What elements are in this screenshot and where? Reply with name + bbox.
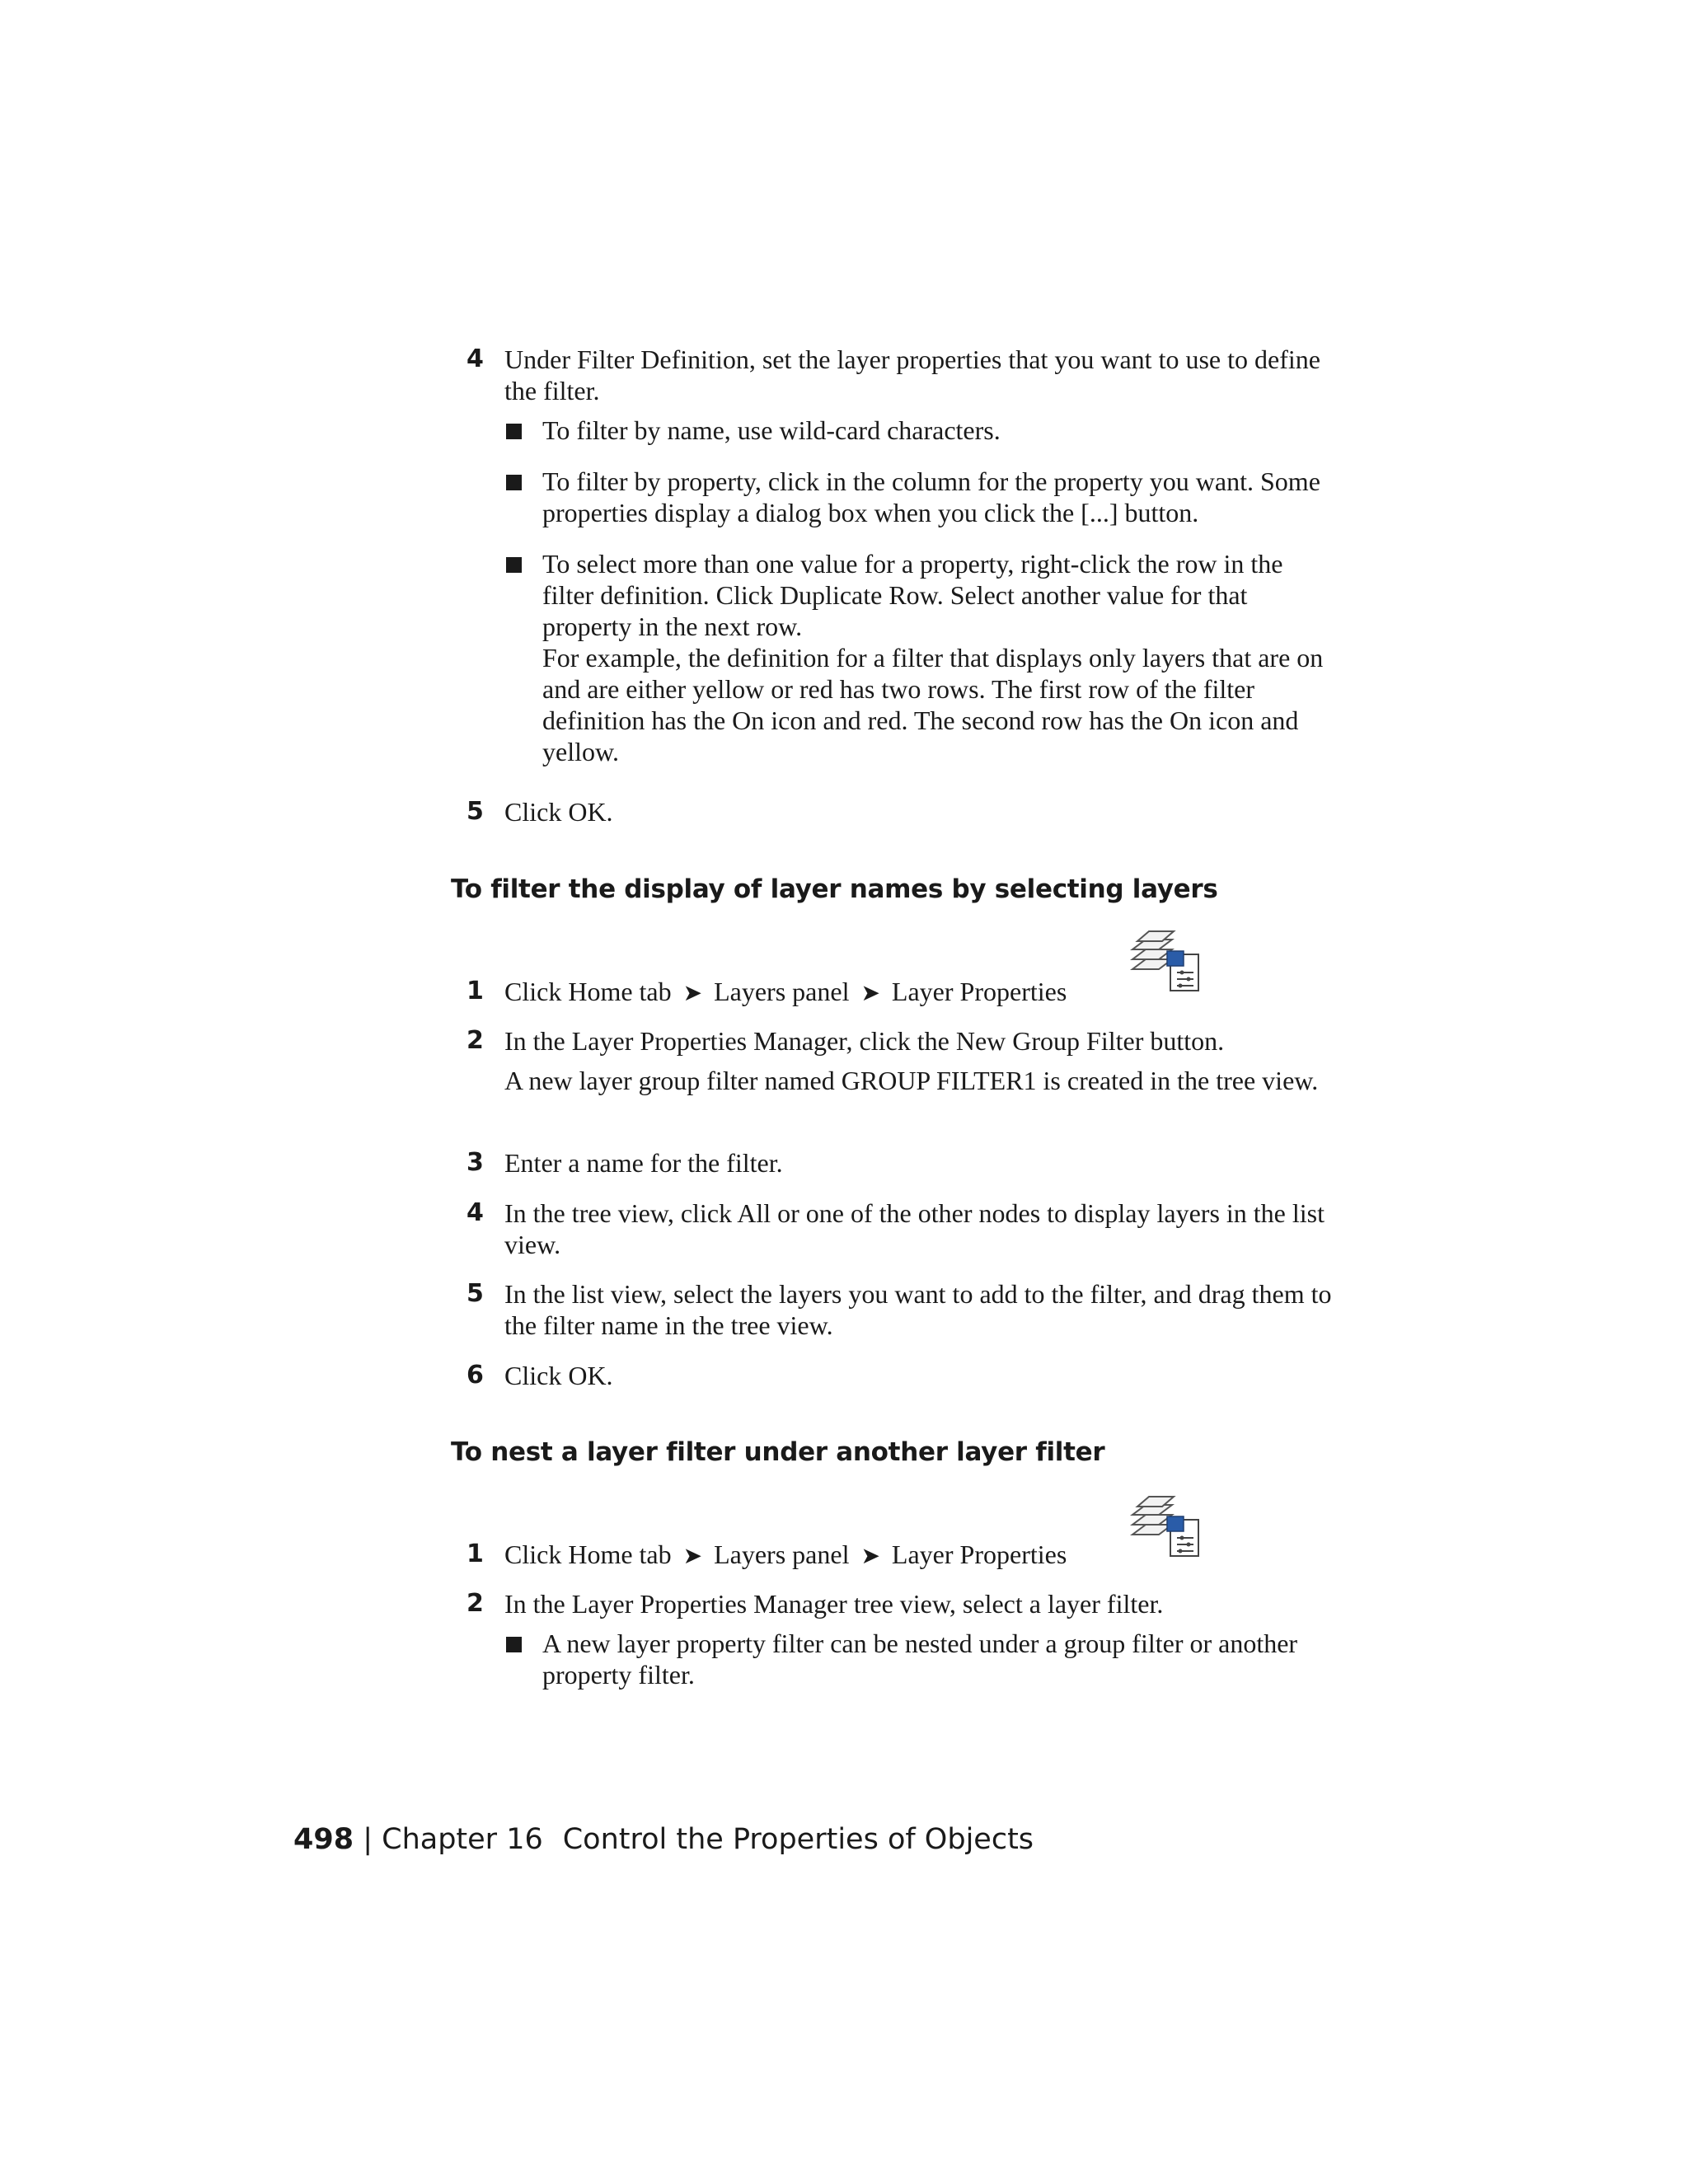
menu-path — [504, 976, 1340, 1009]
step-number: 6 — [467, 1361, 484, 1390]
section1-step-2 — [467, 1025, 1340, 1096]
step-text: Enter a name for the filter. — [504, 1148, 783, 1178]
bullet-item — [504, 466, 1340, 528]
bullet-example-text: For example, the definition for a filter that displays only layers that are on and are either yellow or red has two rows. The first row of the filter definition has the On icon and red. The second row has the On icon and yellow. — [542, 643, 1324, 766]
path-arrow-icon: ➤ — [682, 1542, 703, 1569]
path-layer-properties: Layer Properties — [891, 1540, 1067, 1569]
step-text: Click OK. — [504, 1361, 613, 1390]
bullet-text: To select more than one value for a property, right-click the row in the filter definition. Click Duplicate Row. Select another value for that property in the next row. — [542, 549, 1283, 641]
step-number: 2 — [467, 1026, 484, 1055]
step-text: In the list view, select the layers you want to add to the filter, and drag them to the filter name in the tree view. — [504, 1279, 1332, 1340]
section2-step-1 — [467, 1539, 1340, 1572]
section1-step-4 — [467, 1197, 1340, 1260]
footer-chapter-title: Control the Properties of Objects — [562, 1823, 1034, 1856]
bullet-text: To filter by name, use wild-card characters. — [542, 415, 1001, 445]
path-arrow-icon: ➤ — [682, 979, 703, 1006]
page-footer — [293, 1821, 1034, 1858]
path-layers-panel: Layers panel — [714, 977, 850, 1006]
step-5-click-ok — [467, 796, 1340, 827]
step-note: A new layer group filter named GROUP FILTER1 is created in the tree view. — [504, 1066, 1319, 1095]
step-number: 5 — [467, 797, 484, 826]
section1-step-3 — [467, 1147, 1340, 1179]
step-number: 1 — [467, 977, 484, 1005]
section-heading-filter-by-selecting: To filter the display of layer names by selecting layers — [451, 874, 1218, 904]
step-text: In the Layer Properties Manager, click the New Group Filter button. — [504, 1026, 1225, 1056]
step-text: Click OK. — [504, 797, 613, 827]
bullet-item — [504, 415, 1340, 446]
path-arrow-icon: ➤ — [860, 1542, 880, 1569]
section1-step-6 — [467, 1360, 1340, 1391]
square-bullet-icon — [506, 557, 522, 573]
path-home-tab: Click Home tab — [504, 1540, 672, 1569]
bullet-item — [504, 1628, 1340, 1690]
section1-step-5 — [467, 1278, 1340, 1341]
page-number: 498 — [293, 1823, 354, 1856]
bullet-text: To filter by property, click in the column for the property you want. Some properties display a dialog box when you click the [...] button. — [542, 466, 1320, 527]
footer-separator: | — [363, 1823, 373, 1856]
step-text: In the tree view, click All or one of the other nodes to display layers in the list view. — [504, 1198, 1325, 1259]
step-number: 1 — [467, 1540, 484, 1568]
section2-step-2 — [467, 1588, 1340, 1690]
square-bullet-icon — [506, 1637, 522, 1652]
step-text: In the Layer Properties Manager tree view, select a layer filter. — [504, 1589, 1164, 1619]
square-bullet-icon — [506, 475, 522, 490]
bullet-item — [504, 548, 1340, 767]
step-4-filter-definition — [467, 344, 1340, 767]
square-bullet-icon — [506, 424, 522, 439]
step-number: 5 — [467, 1279, 484, 1308]
path-layers-panel: Layers panel — [714, 1540, 850, 1569]
footer-chapter: Chapter 16 — [382, 1823, 543, 1856]
path-home-tab: Click Home tab — [504, 977, 672, 1006]
step-number: 4 — [467, 344, 484, 373]
step-text: Under Filter Definition, set the layer properties that you want to use to define the filter. — [504, 344, 1320, 405]
section-heading-nest-filter: To nest a layer filter under another layer filter — [451, 1437, 1105, 1467]
path-layer-properties: Layer Properties — [891, 977, 1067, 1006]
menu-path — [504, 1539, 1340, 1572]
step-number: 2 — [467, 1589, 484, 1618]
step-number: 4 — [467, 1198, 484, 1227]
section1-step-1 — [467, 976, 1340, 1009]
bullet-text: A new layer property filter can be nested under a group filter or another property filter. — [542, 1629, 1298, 1690]
path-arrow-icon: ➤ — [860, 979, 880, 1006]
step-number: 3 — [467, 1148, 484, 1177]
